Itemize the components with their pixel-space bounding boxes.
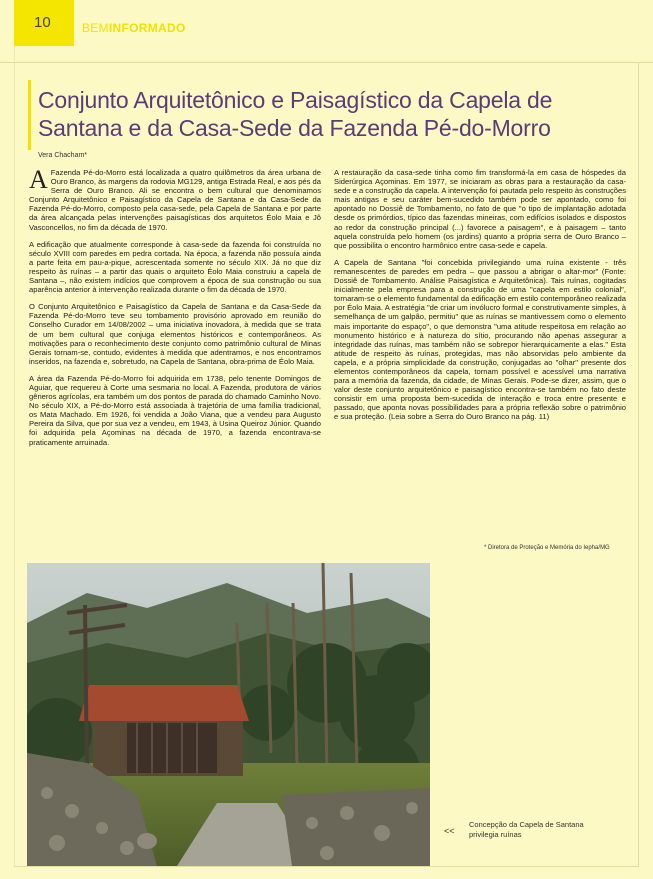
page-number: 10 (34, 14, 51, 31)
article-author: Vera Chacham* (38, 152, 88, 159)
left-divider (14, 46, 15, 866)
chapel-photo (27, 563, 430, 866)
brand-suffix: INFORMADO (108, 21, 186, 35)
caption-arrow-icon: << (444, 826, 455, 836)
paragraph-1 (29, 165, 321, 232)
paragraph-3: O Conjunto Arquitetônico e Paisagístico da Capela de Santana e da Casa-Sede da Fazenda Pé-do-Morro teve seu tombamento provisório aprovado em reunião do Conselho Curador em 14/08/2002 – uma iniciativa inovadora, à medida que se trata de um bem cultural que conjuga elementos históricos e contemporâneos. As motivações para o reconhecimento deste conjunto como patrimônio cultural de Minas Gerais tornam-se, contudo, evidentes à medida que adentramos, e nos encontramos inseridos, na fazenda e, sobretudo, na Capela de Santana, obra-prima de Éolo Maia. (29, 302, 321, 366)
paragraph-1-text: Fazenda Pé-do-Morro está localizada a quatro quilômetros da área urbana de Ouro Branco, às margens da rodovia MG129, antiga Estrada Real, e aos pés da Serra de Ouro Branco. Ali se encontra o bem cultural que denominamos Conjunto Arquitetônico e Paisagístico da Capela de Santana e da Casa-Sede da Fazenda Pé-do-Morro, composto pela casa-sede, pela Capela de Santana e por parte da área alcançada pelas intervenções paisagísticas dos arquitetos Éolo Maia e Jô Vasconcellos, no fim da década de 1970. (29, 168, 321, 232)
photo-caption: Concepção da Capela de Santana privilegia ruínas (469, 820, 584, 839)
paragraph-6: A Capela de Santana "foi concebida privilegiando uma ruína existente - três remanescentes de paredes em pedra – que passou a abrigar o altar-mor" (Fonte: Dossiê de Tombamento. Análise Paisagística e Arquitetônica). Tais ruínas, cogitadas inicialmente pela empresa para a construção de uma "capela em estilo colonial", tornaram-se o elemento fundamental da edificação em estilo contemporâneo realizada por Éolo Maia. A estratégia "de criar um invólucro formal e construtivamente simples, à semelhança de um galpão, permitiu" que as ruínas se mantivessem como o elemento mais importante do espaço", o que demonstra "uma atitude respeitosa em relação ao monumento histórico e à natureza do sítio, procurando não apenas assegurar a integridade das ruínas, mas também não se sobrepor hierarquicamente a elas." Esta atitude de respeito às ruínas, protegidas, mas não absorvidas pelo ambiente da capela, e a própria simplicidade da construção, conjugadas ao "olhar" presente dos elementos contemporâneos da capela, tornam possível e acessível uma narrativa para a memória da fazenda, da cidade, de Minas Gerais. Pode-se dizer, assim, que o valor deste conjunto arquitetônico e paisagístico encontra-se também no fato deste consistir em uma proposta bem-sucedida de interação e troca entre presente e passado, que aponta novas possibilidades para a própria reflexão sobre o patrimônio e sua proteção. (Leia sobre a Serra do Ouro Branco na pág. 11) (334, 257, 626, 422)
top-divider (0, 62, 653, 63)
title-accent-bar (28, 80, 31, 150)
paragraph-4: A área da Fazenda Pé-do-Morro foi adquirida em 1738, pelo tenente Domingos de Aguiar, que requereu à Corte uma sesmaria no local. A Fazenda, produtora de vários gêneros agrícolas, era também um dos pontos de parada do chamado Caminho Novo. No século XIX, a Pé-do-Morro está associada à trajetória de uma família tradicional, os Mata Machado. Em 1926, foi vendida a João Viana, que a vendeu para Augusto Pereira da Silva, que por sua vez a vendeu, em 1943, à Usina Queiroz Júnior. Quando foi adquirida pela Açominas na década de 1970, a fazenda encontrava-se praticamente arruinada. (29, 373, 321, 447)
right-divider (638, 62, 639, 866)
right-column (334, 168, 626, 430)
bottom-divider (14, 866, 639, 867)
left-column (29, 165, 321, 455)
paragraph-5: A restauração da casa-sede tinha como fim transformá-la em casa de hóspedes da Siderúrgica Açominas. Em 1977, se iniciaram as obras para a restauração da casa-sede e a construção da capela. A intervenção foi pautada pelo respeito às construções mais antigas e seu caráter bem-sucedido também pode ser apontado, como foi apontado no Dossiê de Tombamento, no fato de que "o tipo de implantação adotada desde os primórdios, típico das fazendas mineiras, com edifícios isolados e dispostos ao redor da construção principal (...) favorece a paisagem", e à paisagem – tanto aquela construída pelo homem (os jardins) quanto a própria serra de Ouro Branco – que possibilita o encontro harmônico entre casa-sede e capela. (334, 168, 626, 250)
article-title: Conjunto Arquitetônico e Paisagístico da Capela de Santana e da Casa-Sede da Fazenda Pé-do-Morro (38, 87, 553, 141)
section-brand (82, 21, 186, 35)
drop-cap: A (29, 165, 48, 194)
brand-prefix: BEM (82, 21, 109, 35)
page-number-box (14, 0, 74, 46)
author-footnote: * Diretora de Proteção e Memória do Iepha/MG (484, 545, 610, 551)
paragraph-2: A edificação que atualmente corresponde à casa-sede da fazenda foi construída no século XVIII com paredes em pedra cortada. Na época, a fazenda não possuía ainda a parte feita em pau-a-pique, acrescentada somente no século XIX. Já no que diz respeito às ruínas – a partir das quais o arquiteto Éolo Maia construiu a capela de Santana –, não existem indícios que comprovem a época de sua construção ou sua aparência anterior à intervenção realizada durante o fim da década de 1970. (29, 239, 321, 295)
